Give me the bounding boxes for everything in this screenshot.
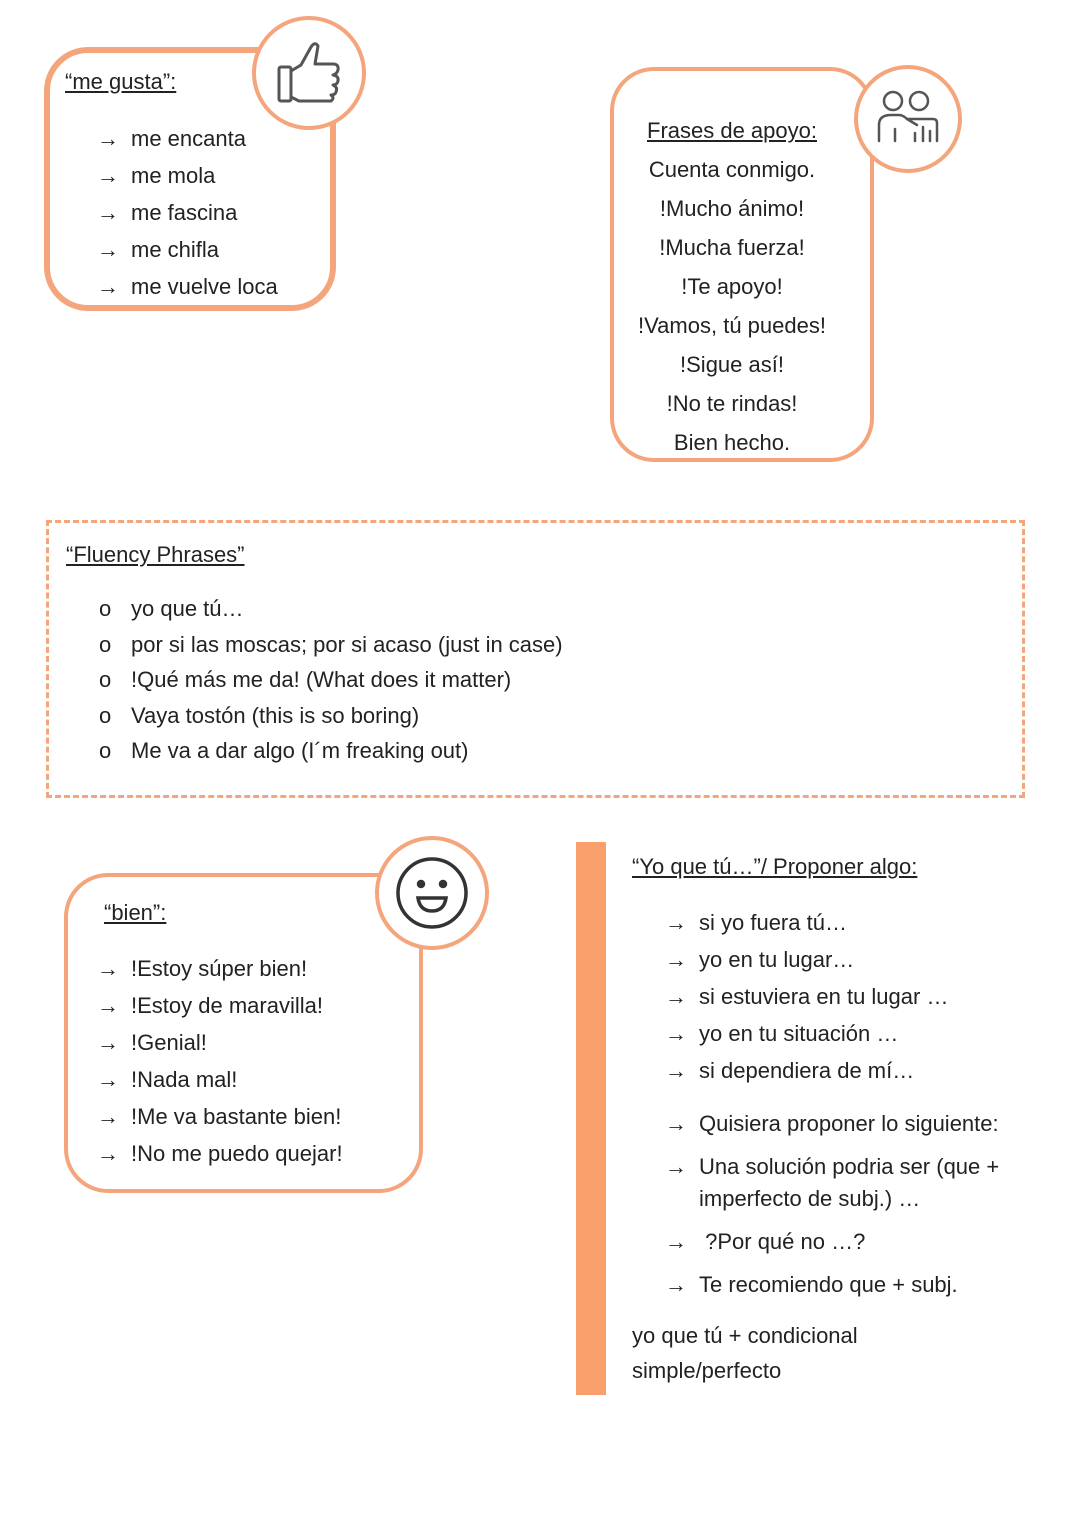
proponer-list-2 xyxy=(665,1108,999,1301)
bien-title: “bien”: xyxy=(104,900,167,925)
fluency-list xyxy=(97,591,563,769)
list-item: !Sigue así! xyxy=(680,352,784,377)
bien-list xyxy=(97,950,343,1172)
list-item: → yo en tu situación … xyxy=(665,1015,948,1052)
thumbs-up-badge xyxy=(252,16,366,130)
smiley-badge xyxy=(375,836,489,950)
list-item: !Te apoyo! xyxy=(681,274,783,299)
me-gusta-title: “me gusta”: xyxy=(65,69,177,94)
list-item: → me vuelve loca xyxy=(97,268,278,305)
proponer-list xyxy=(665,904,948,1089)
list-item: o por si las moscas; por si acaso (just in case) xyxy=(97,627,563,663)
list-item: !Vamos, tú puedes! xyxy=(638,313,826,338)
accent-bar xyxy=(576,842,606,1395)
list-item: → !Genial! xyxy=(97,1024,343,1061)
apoyo-list xyxy=(612,111,852,462)
list-item: o yo que tú… xyxy=(97,591,563,627)
list-item: Bien hecho. xyxy=(673,430,791,455)
list-item: → !No me puedo quejar! xyxy=(97,1135,343,1172)
list-item: → si dependiera de mí… xyxy=(665,1052,948,1089)
list-item: → !Nada mal! xyxy=(97,1061,343,1098)
list-item: o Vaya tostón (this is so boring) xyxy=(97,698,563,734)
footer-line-1: yo que tú + condicional xyxy=(632,1323,858,1348)
list-item: o Me va a dar algo (I´m freaking out) xyxy=(97,733,563,769)
list-item: !Mucha fuerza! xyxy=(659,235,805,260)
list-item: → ?Por qué no …? xyxy=(665,1226,999,1258)
list-item: → me fascina xyxy=(97,194,278,231)
proponer-title: “Yo que tú…”/ Proponer algo: xyxy=(632,854,918,879)
list-item: → yo en tu lugar… xyxy=(665,941,948,978)
thumbs-up-icon xyxy=(273,37,345,109)
list-item xyxy=(665,1151,999,1215)
list-item: → si estuviera en tu lugar … xyxy=(665,978,948,1015)
fluency-title: “Fluency Phrases” xyxy=(66,542,245,567)
list-item: → !Estoy de maravilla! xyxy=(97,987,343,1024)
list-item: !No te rindas! xyxy=(666,391,798,416)
proponer-footer xyxy=(632,1318,858,1388)
smiley-face-icon xyxy=(394,855,470,931)
list-item: → me chifla xyxy=(97,231,278,268)
support-people-icon xyxy=(873,89,943,149)
list-item: → Quisiera proponer lo siguiente: xyxy=(665,1108,999,1140)
support-badge xyxy=(854,65,962,173)
list-item: → me encanta xyxy=(97,120,278,157)
list-item: → si yo fuera tú… xyxy=(665,904,948,941)
list-item: o !Qué más me da! (What does it matter) xyxy=(97,662,563,698)
list-item: → !Me va bastante bien! xyxy=(97,1098,343,1135)
list-item: → me mola xyxy=(97,157,278,194)
list-item: → !Estoy súper bien! xyxy=(97,950,343,987)
solucion-line-2: imperfecto de subj.) … xyxy=(699,1186,921,1211)
list-item: !Mucho ánimo! xyxy=(659,196,805,221)
list-item: Cuenta conmigo. xyxy=(648,157,816,182)
solucion-line-1: Una solución podria ser (que + xyxy=(699,1154,1000,1179)
me-gusta-list xyxy=(97,120,278,305)
footer-line-2: simple/perfecto xyxy=(632,1358,782,1383)
list-item: → Te recomiendo que + subj. xyxy=(665,1269,999,1301)
apoyo-title: Frases de apoyo: xyxy=(647,118,817,143)
